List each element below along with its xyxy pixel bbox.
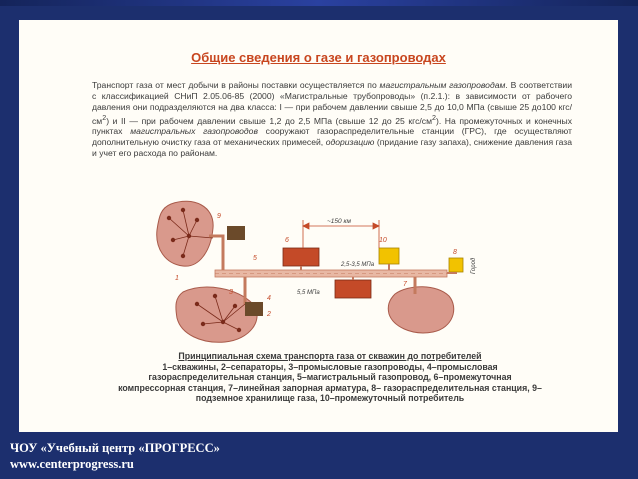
- para-emphasis: магистральных газопроводов: [130, 126, 258, 137]
- diagram-number-8: 8: [453, 249, 457, 256]
- gas-distribution-station: [449, 258, 463, 272]
- slide-canvas: [19, 20, 618, 432]
- diagram-number-6: 6: [285, 237, 289, 244]
- para-text: ). На промежуточных и конечных пунктах: [92, 115, 572, 137]
- diagram-number-2: 2: [267, 311, 271, 318]
- diagram-number-9: 9: [217, 213, 221, 220]
- para-sup: 2: [102, 113, 107, 122]
- frame-top-band: [0, 0, 638, 6]
- caption-line: компрессорная станция, 7–линейная запорная арматура, 8– газораспределительная станция, 9–: [118, 382, 542, 393]
- gas-transport-diagram: [153, 196, 483, 346]
- distance-label: ~150 км: [327, 218, 351, 225]
- footer-url: www.centerprogress.ru: [10, 457, 134, 471]
- separator-lower: [245, 302, 263, 316]
- para-text: Транспорт газа от мест добычи в районы поставки осуществляется по: [92, 80, 380, 90]
- diagram-number-7: 7: [403, 281, 407, 288]
- slide-title: Общие сведения о газе и газопроводах: [191, 50, 446, 65]
- diagram-number-10: 10: [379, 237, 387, 244]
- diagram-caption: [90, 351, 570, 404]
- caption-line: газораспределительная станция, 5–магистральный газопровод, 6–промежуточная: [148, 372, 512, 382]
- diagram-number-4: 4: [267, 295, 271, 302]
- compressor-station-lower: [335, 280, 371, 298]
- intermediate-consumer: [379, 248, 399, 264]
- caption-title: Принципиальная схема транспорта газа от скважин до потребителей: [178, 351, 482, 361]
- para-text: сооружают газораспределительные станции (ГРС), где осуществляют дополнительную очистку газа от механических примесей,: [92, 126, 572, 148]
- footer-org: ЧОУ «Учебный центр «ПРОГРЕСС»: [10, 441, 220, 455]
- para-sup: 2: [431, 113, 436, 122]
- underground-storage: [388, 287, 454, 333]
- city-label: Город: [471, 257, 477, 274]
- para-emphasis: одоризацию: [325, 137, 375, 148]
- diagram-number-3: 3: [229, 289, 233, 296]
- para-emphasis: магистральным газопроводам: [379, 80, 506, 90]
- separator-upper: [227, 226, 245, 240]
- pressure-low-label: 5,5 МПа: [297, 290, 320, 296]
- caption-line: 1–скважины, 2–сепараторы, 3–промысловые газопроводы, 4–промысловая: [162, 361, 498, 372]
- compressor-station-upper: [283, 248, 319, 266]
- diagram-number-1: 1: [175, 275, 179, 282]
- footer: [10, 440, 220, 472]
- body-paragraph: [92, 80, 572, 159]
- para-text: . В соответствии с классификацией СНиП 2.05.06-85 (2000) «Магистральные трубопроводы» (п.2.1.): в зависимости от рабочего давления они подразделяются на два класса: I — при рабочем давлении свыше 2,5 до 10,0 МПа (свыше 25 до100 кгс/см: [92, 80, 573, 126]
- caption-line: подземное хранилище газа, 10–промежуточный потребитель: [195, 393, 465, 403]
- para-text: (придание газу запаха), снижение давления газа и учет его расхода по районам.: [92, 137, 572, 159]
- diagram-number-5: 5: [253, 255, 257, 262]
- para-text: ) и II — при рабочем давлении свыше 1,2 до 2,5 МПа (свыше 12 до 25 кгс/см: [106, 115, 432, 126]
- pressure-high-label: 2,5-3,5 МПа: [341, 262, 375, 268]
